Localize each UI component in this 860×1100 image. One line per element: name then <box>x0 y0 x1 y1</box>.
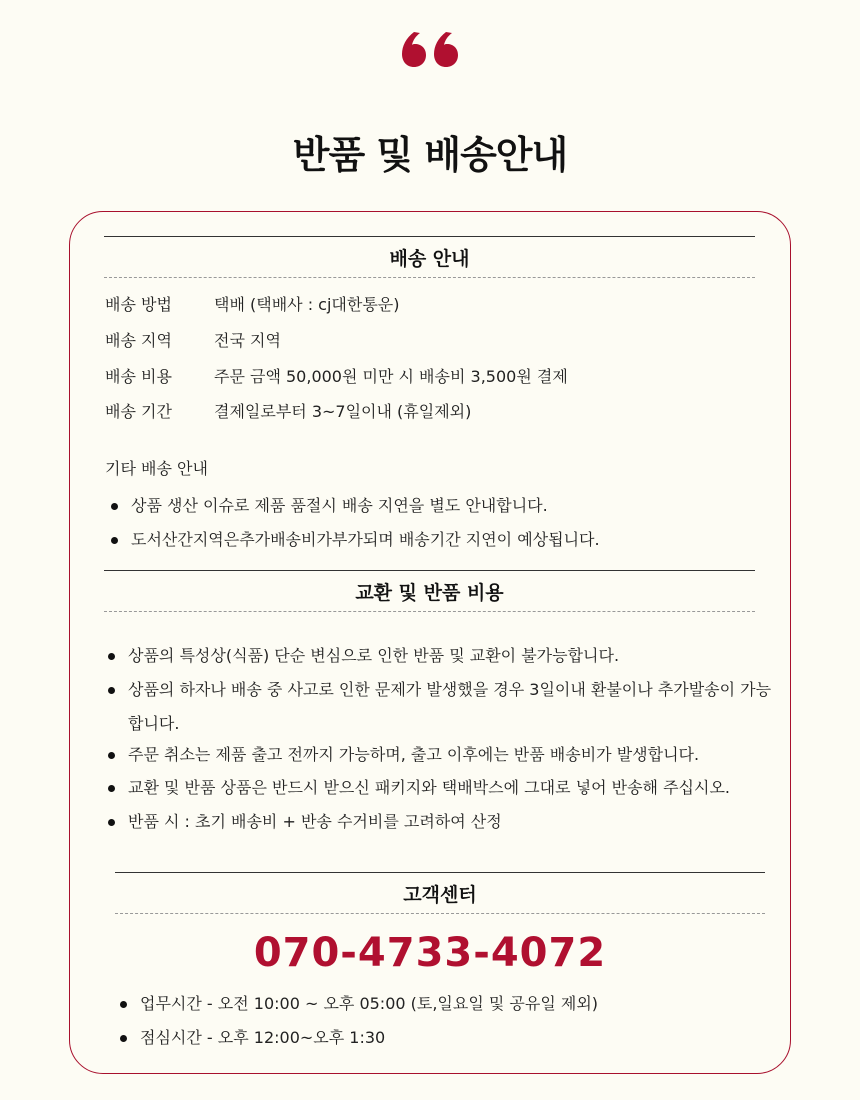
row-label: 배송 방법 <box>105 295 172 314</box>
delivery-heading: 배송 안내 <box>104 236 755 278</box>
row-value: 주문 금액 50,000원 미만 시 배송비 3,500원 결제 <box>214 367 568 386</box>
other-delivery-heading: 기타 배송 안내 <box>105 459 208 478</box>
customer-center-heading: 고객센터 <box>115 872 765 914</box>
list-item: 상품의 하자나 배송 중 사고로 인한 문제가 발생했을 경우 3일이내 환불이나 추가발송이 가능합니다. <box>128 673 778 741</box>
page-title: 반품 및 배송안내 <box>292 133 568 177</box>
delivery-row-region <box>105 328 281 351</box>
row-value: 결제일로부터 3~7일이내 (휴일제외) <box>214 402 472 421</box>
delivery-row-period <box>105 399 471 422</box>
delivery-row-cost <box>105 364 568 387</box>
row-label: 배송 기간 <box>105 402 172 421</box>
list-item: 상품 생산 이슈로 제품 품절시 배송 지연을 별도 안내합니다. <box>131 489 548 523</box>
row-label: 배송 비용 <box>105 367 172 386</box>
list-item: 반품 시 : 초기 배송비 + 반송 수거비를 고려하여 산정 <box>128 805 768 839</box>
row-value: 택배 (택배사 : cj대한통운) <box>214 295 400 314</box>
delivery-row-method <box>105 292 399 315</box>
returns-heading: 교환 및 반품 비용 <box>104 570 755 612</box>
list-item: 교환 및 반품 상품은 반드시 받으신 패키지와 택배박스에 그대로 넣어 반송해 주십시오. <box>128 771 768 805</box>
list-item: 도서산간지역은추가배송비가부가되며 배송기간 지연이 예상됩니다. <box>131 523 600 557</box>
quote-mark-icon <box>0 28 860 88</box>
list-item: 주문 취소는 제품 출고 전까지 가능하며, 출고 이후에는 반품 배송비가 발생합니다. <box>128 738 768 772</box>
list-item: 업무시간 - 오전 10:00 ~ 오후 05:00 (토,일요일 및 공유일 제외) <box>140 987 598 1021</box>
list-item: 점심시간 - 오후 12:00~오후 1:30 <box>140 1021 385 1055</box>
list-item: 상품의 특성상(식품) 단순 변심으로 인한 반품 및 교환이 불가능합니다. <box>128 639 768 673</box>
row-value: 전국 지역 <box>214 331 281 350</box>
row-label: 배송 지역 <box>105 331 172 350</box>
phone-number[interactable]: 070-4733-4072 <box>253 930 607 976</box>
